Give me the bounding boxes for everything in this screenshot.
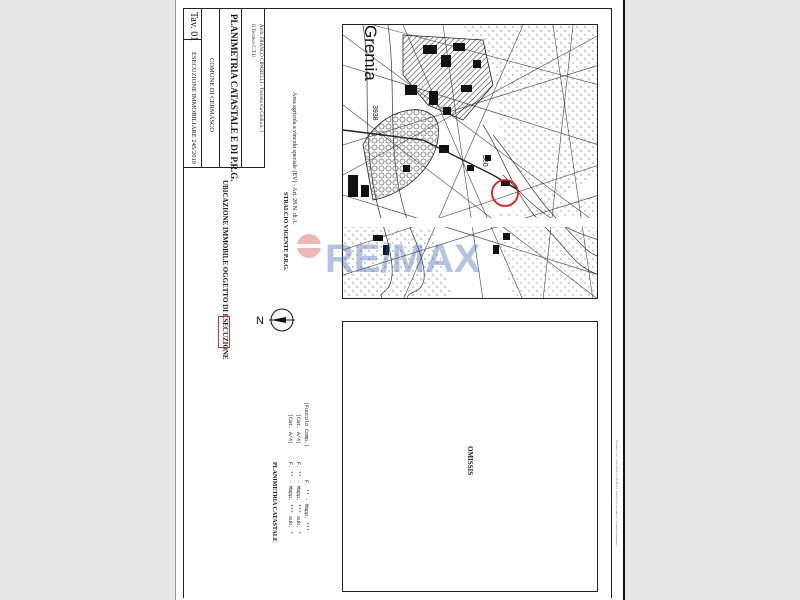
map-gap-band <box>343 218 598 227</box>
watermark <box>295 232 495 284</box>
cadastral-cat-1: (Cat. A/4) <box>287 414 293 445</box>
cadastral-title: PLANIMETRIA CATASTALE <box>271 462 277 542</box>
tav-number: Tav. 01 <box>188 12 199 42</box>
prg-extract-title: STRALCIO VIGENTE P.R.G. <box>282 192 288 271</box>
omitted-label: OMISSIS <box>466 446 474 476</box>
map-parcel-label-1: 3938 <box>371 105 378 121</box>
footer-note: Il Tecnico C.T.U. - Arch. FRANCO CIPARELLI - Tortona (AL) via Giulia n. 1 - Esecuzione Immobiliare <box>615 440 618 546</box>
sheet-left-edge <box>175 0 176 600</box>
sheet-right-edge <box>623 0 625 600</box>
title-block-divider-1 <box>201 9 202 167</box>
cadastral-row-3: F. ** - Mapp. *** <box>303 480 309 532</box>
watermark-text: RE/MAX <box>325 237 481 281</box>
cadastral-cat-2: (Cat. A/4) <box>295 414 301 445</box>
sheet-title: PLANIMETRIA CATASTALE E DI P.R.G. <box>229 14 239 182</box>
cadastral-cat-3: (Fuocolo Comp.) <box>303 402 309 448</box>
map-parcel-label-2: 360 <box>481 155 488 167</box>
designer-line-2: Arch. FRANCO CIPARELLI - Tortona via Giulia n. 1 <box>258 24 263 133</box>
title-block-divider-2 <box>219 9 220 167</box>
execution-label: ESECUZIONE IMMOBILIARE 245/2019 <box>190 52 197 164</box>
north-arrow <box>256 305 296 335</box>
cadastral-row-2: F. ** - Mapp. *** sub. * <box>295 462 301 535</box>
legend-swatch <box>218 316 230 348</box>
municipality-label: COMUNE DI CERMASCO <box>208 58 215 133</box>
north-arrow-icon <box>256 305 296 335</box>
north-letter: N <box>256 315 264 327</box>
cadastral-row-1: F. ** - Mapp. *** sub. * <box>287 462 293 535</box>
map-place-name: Gremia <box>361 25 380 81</box>
legend-label: UBICAZIONE IMMOBILE OGGETTO DI ESECUZIONE <box>221 180 229 360</box>
watermark-balloon-icon <box>295 232 495 284</box>
map-built-area <box>363 110 438 200</box>
title-block-divider-3 <box>241 9 242 167</box>
designer-line-1: Il Tecnico C.T.U. <box>250 24 255 59</box>
prg-extract-line-1: Area agricola a vincolo speciale (EV) - Art. 28 N. di A. <box>291 92 297 225</box>
